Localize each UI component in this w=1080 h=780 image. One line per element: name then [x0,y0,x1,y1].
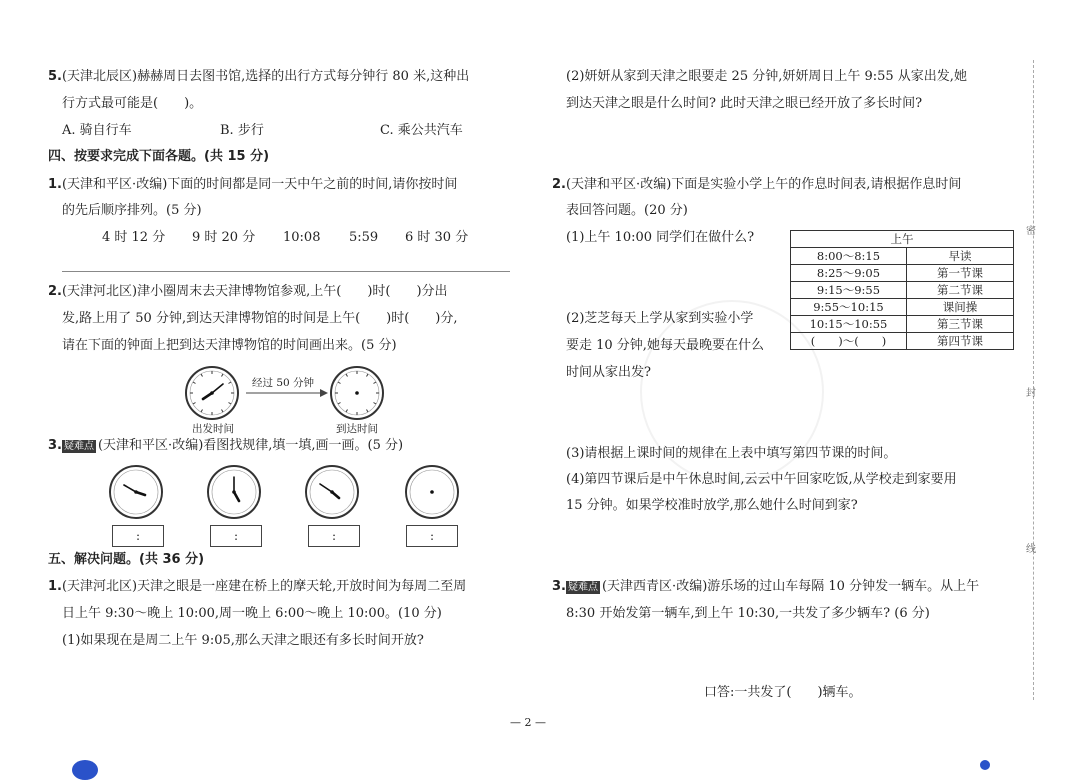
table-row: 9:15～9:55 第二节课 [791,282,1014,299]
answer-box[interactable]: : [112,525,164,547]
table-row: 8:25～9:05 第一节课 [791,265,1014,282]
s4q3-line: 3. 疑难点 (天津和平区·改编)看图找规律,填一填,画一画。(5 分) [48,438,404,453]
time-item: 4 时 12 分 [102,230,166,245]
s5q2-sub4-line1: (4)第四节课后是中午休息时间,云云中午回家吃饭,从学校走到家要用 [566,472,957,487]
s5q2-sub1: (1)上午 10:00 同学们在做什么? [566,230,755,245]
table-row: 10:15～10:55 第三节课 [791,316,1014,333]
table-row: ( )～( ) 第四节课 [791,333,1014,350]
end-clock [331,367,383,419]
s4q2-line2: 发,路上用了 50 分钟,到达天津博物馆的时间是上午( )时( )分, [62,311,458,326]
start-time-caption: 出发时间 [192,423,234,435]
table-row: 8:00～8:15 早读 [791,248,1014,265]
q5-line1: 5.(天津北辰区)赫赫周日去图书馆,选择的出行方式每分钟行 80 米,这种出 [48,69,470,84]
difficulty-tag: 疑难点 [567,582,598,593]
corner-mark [980,760,990,770]
end-time-caption: 到达时间 [336,423,378,435]
arrow-label: 经过 50 分钟 [252,377,315,389]
schedule-header: 上午 [791,231,1014,248]
pattern-clocks [108,464,468,520]
time-item: 6 时 30 分 [405,230,469,245]
s5q2-sub4-line2: 15 分钟。如果学校准时放学,那么她什么时间到家? [566,498,858,513]
question-number: 5. [48,69,62,84]
q5-option-b: B. 步行 [220,123,264,138]
side-char: 封 [1026,388,1036,399]
s5q2-sub2-line3: 时间从家出发? [566,365,651,380]
q5-option-c: C. 乘公共汽车 [380,123,463,138]
section-5-title: 五、解决问题。(共 36 分) [48,552,205,567]
time-item: 5:59 [349,230,379,245]
s5q2-line1: 2.(天津和平区·改编)下面是实验小学上午的作息时间表,请根据作息时间 [552,177,962,192]
time-item: 10:08 [283,230,321,245]
s4q2-line3: 请在下面的钟面上把到达天津博物馆的时间画出来。(5 分) [62,338,397,353]
s5q2-sub2-line1: (2)芝芝每天上学从家到实验小学 [566,311,754,326]
s5q2-line2: 表回答问题。(20 分) [566,203,688,218]
side-char: 密 [1026,226,1036,237]
s5q2-sub3: (3)请根据上课时间的规律在上表中填写第四节课的时间。 [566,446,897,461]
binding-line [1033,60,1034,700]
s5q3-answer: 口答:一共发了( )辆车。 [704,685,862,700]
s4q2-line1: 2.(天津河北区)津小圈周末去天津博物馆参观,上午( )时( )分出 [48,284,448,299]
section-4-title: 四、按要求完成下面各题。(共 15 分) [48,149,270,164]
answer-box[interactable]: : [308,525,360,547]
s5q3-line1: 3. 疑难点 (天津西青区·改编)游乐场的过山车每隔 10 分钟发一辆车。从上午 [552,579,980,594]
s5q1-line1: 1.(天津河北区)天津之眼是一座建在桥上的摩天轮,开放时间为每周二至周 [48,579,467,594]
answer-box[interactable]: : [210,525,262,547]
start-clock [186,367,238,419]
s5q1-sub1: (1)如果现在是周二上午 9:05,那么天津之眼还有多长时间开放? [62,633,424,648]
time-item: 9 时 20 分 [192,230,256,245]
q5-line2: 行方式最可能是( )。 [62,96,203,111]
answer-line [62,271,510,272]
side-char: 线 [1026,544,1036,555]
s5q3-line2: 8:30 开始发第一辆车,到上午 10:30,一共发了多少辆车? (6 分) [566,606,930,621]
fill-in-cell[interactable]: ( )～( ) [791,333,907,350]
schedule-table [790,230,1014,350]
s5q1-line2: 日上午 9:30～晚上 10:00,周一晚上 6:00～晚上 10:00。(10 分) [62,606,442,621]
s5q2-sub2-line2: 要走 10 分钟,她每天最晚要在什么 [566,338,764,353]
s4q1-line1: 1.(天津和平区·改编)下面的时间都是同一天中午之前的时间,请你按时间 [48,177,458,192]
page-number: — 2 — [510,716,546,729]
s5q1-sub2-line1: (2)妍妍从家到天津之眼要走 25 分钟,妍妍周日上午 9:55 从家出发,她 [566,69,967,84]
q5-option-a: A. 骑自行车 [62,123,132,138]
corner-mark [72,760,98,780]
s5q1-sub2-line2: 到达天津之眼是什么时间? 此时天津之眼已经开放了多长时间? [566,96,923,111]
difficulty-tag: 疑难点 [63,441,94,452]
table-row: 9:55～10:15 课间操 [791,299,1014,316]
answer-box[interactable]: : [406,525,458,547]
s4q1-line2: 的先后顺序排列。(5 分) [62,203,202,218]
clock-pair [182,364,392,422]
